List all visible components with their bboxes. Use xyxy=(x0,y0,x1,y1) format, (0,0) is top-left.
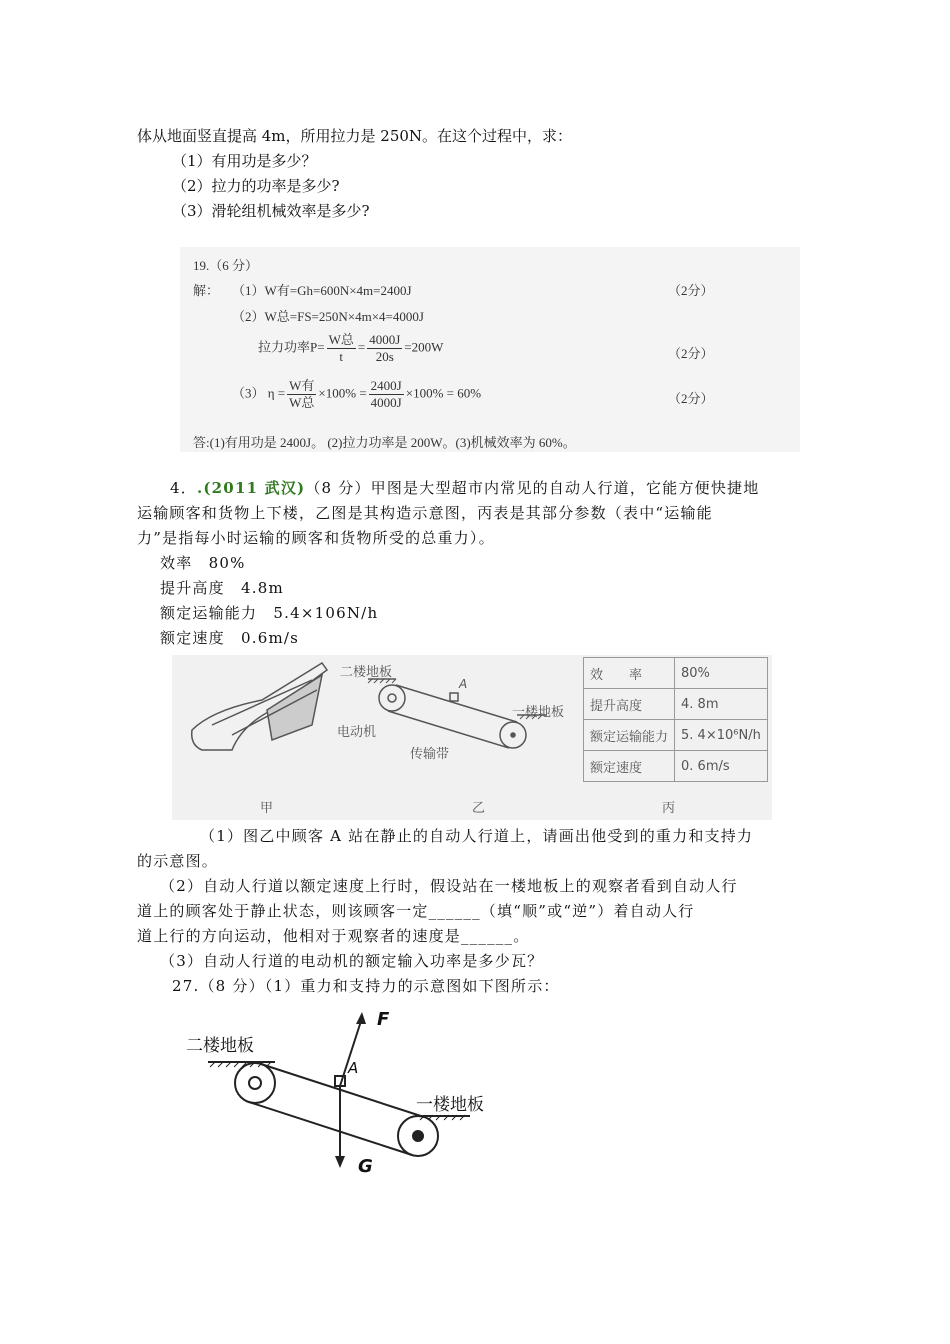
answer19-line4: （3） η = $\frac{\text{W有}}{\text{W总}}$ ×100% = $\frac{2400J}{4000J}$ ×100% = 60% xyxy=(232,378,482,410)
answer19-conclusion: 答:(1)有用功是 2400J。 (2)拉力功率是 200W。(3)机械效率为 60%。 xyxy=(193,435,576,450)
answer19-line2: （2）W总=FS=250N×4m×4=4000J xyxy=(232,309,424,324)
second-floor-label: 二楼地板 xyxy=(340,665,393,680)
q4-line1: 4．.(2011 武汉)（8 分）甲图是大型超市内常见的自动人行道，它能方便快捷地 xyxy=(170,479,760,497)
belt-label: 传输带 xyxy=(410,747,450,762)
q4-line3: 力”是指每小时运输的顾客和货物所受的总重力）。 xyxy=(137,529,495,547)
power-result: =200W xyxy=(404,339,444,355)
q19-intro: 体从地面竖直提高 4m，所用拉力是 250N。在这个过程中，求： xyxy=(137,127,573,145)
power-fraction-2: $\frac{4000J}{20s}$ xyxy=(369,332,401,364)
table-row: 提升高度 4. 8m xyxy=(584,689,768,720)
param-capacity: 额定运输能力 5.4×106N/h xyxy=(160,604,379,622)
answer19-score3: （2分） xyxy=(668,391,714,406)
sub2-line2: 道上的顾客处于静止状态，则该顾客一定______（填“顺”或“逆”）着自动人行 xyxy=(137,902,695,920)
arrow-g-head xyxy=(335,1156,345,1168)
answer19-score2: （2分） xyxy=(668,346,714,361)
table-row: 额定速度 0. 6m/s xyxy=(584,751,768,782)
motor-label: 电动机 xyxy=(337,725,377,740)
answer19-line3: 拉力功率P= $\frac{\text{W总}}{t}$ = $\frac{4000J}{20s}$ =200W xyxy=(258,332,444,364)
q19-item-1: （1）有用功是多少？ xyxy=(172,152,317,170)
caption-jia: 甲 xyxy=(260,801,274,816)
sub3-line: （3）自动人行道的电动机的额定输入功率是多少瓦？ xyxy=(160,952,544,970)
force-diagram xyxy=(180,1000,540,1190)
q19-item-3: （3）滑轮组机械效率是多少? xyxy=(172,202,370,220)
efficiency-fraction-2: $\frac{2400J}{4000J}$ xyxy=(370,378,402,410)
arrow-f-head xyxy=(356,1012,366,1024)
sub1-line2: 的示意图。 xyxy=(137,852,219,870)
sub2-line1: （2）自动人行道以额定速度上行时，假设站在一楼地板上的观察者看到自动人行 xyxy=(160,877,738,895)
force-f-label: F xyxy=(377,1009,390,1030)
q4-line2: 运输顾客和货物上下楼，乙图是其构造示意图，丙表是其部分参数（表中“运输能 xyxy=(137,504,713,522)
sub2-line3: 道上行的方向运动，他相对于观察者的速度是______。 xyxy=(137,927,530,945)
power-fraction-1: $\frac{\text{W总}}{t}$ xyxy=(328,332,354,364)
answer27-line: 27.（8 分）（1）重力和支持力的示意图如下图所示： xyxy=(172,977,560,995)
answer19-score1: （2分） xyxy=(668,283,714,298)
answer-first-floor-label: 一楼地板 xyxy=(416,1095,484,1115)
caption-yi: 乙 xyxy=(472,801,486,816)
table-row: 效 率 80% xyxy=(584,658,768,689)
point-a-label: A xyxy=(459,677,468,691)
first-floor-label: 一楼地板 xyxy=(512,705,565,720)
answer19-solve: 解： xyxy=(193,283,220,298)
efficiency-fraction-1: $\frac{\text{W有}}{\text{W总}}$ xyxy=(289,378,315,410)
answer19-header: 19.（6 分） xyxy=(193,258,259,273)
force-g-label: G xyxy=(358,1156,373,1177)
escalator-sketch xyxy=(192,663,327,750)
caption-bing: 丙 xyxy=(662,801,676,816)
q4-source: .(2011 武汉) xyxy=(196,479,306,497)
answer-second-floor-label: 二楼地板 xyxy=(186,1036,254,1056)
table-row: 额定运输能力 5. 4×10⁶N/h xyxy=(584,720,768,751)
answer-point-a: A xyxy=(348,1059,359,1077)
answer19-line1: （1）W有=Gh=600N×4m=2400J xyxy=(232,283,412,298)
sub1-line1: （1）图乙中顾客 A 站在静止的自动人行道上，请画出他受到的重力和支持力 xyxy=(200,827,754,845)
param-height: 提升高度 4.8m xyxy=(160,579,284,597)
param-efficiency: 效率 80% xyxy=(160,554,246,572)
param-table xyxy=(583,657,768,782)
q19-item-2: （2）拉力的功率是多少? xyxy=(172,177,340,195)
power-prefix: 拉力功率P= xyxy=(258,339,325,355)
param-speed: 额定速度 0.6m/s xyxy=(160,629,300,647)
